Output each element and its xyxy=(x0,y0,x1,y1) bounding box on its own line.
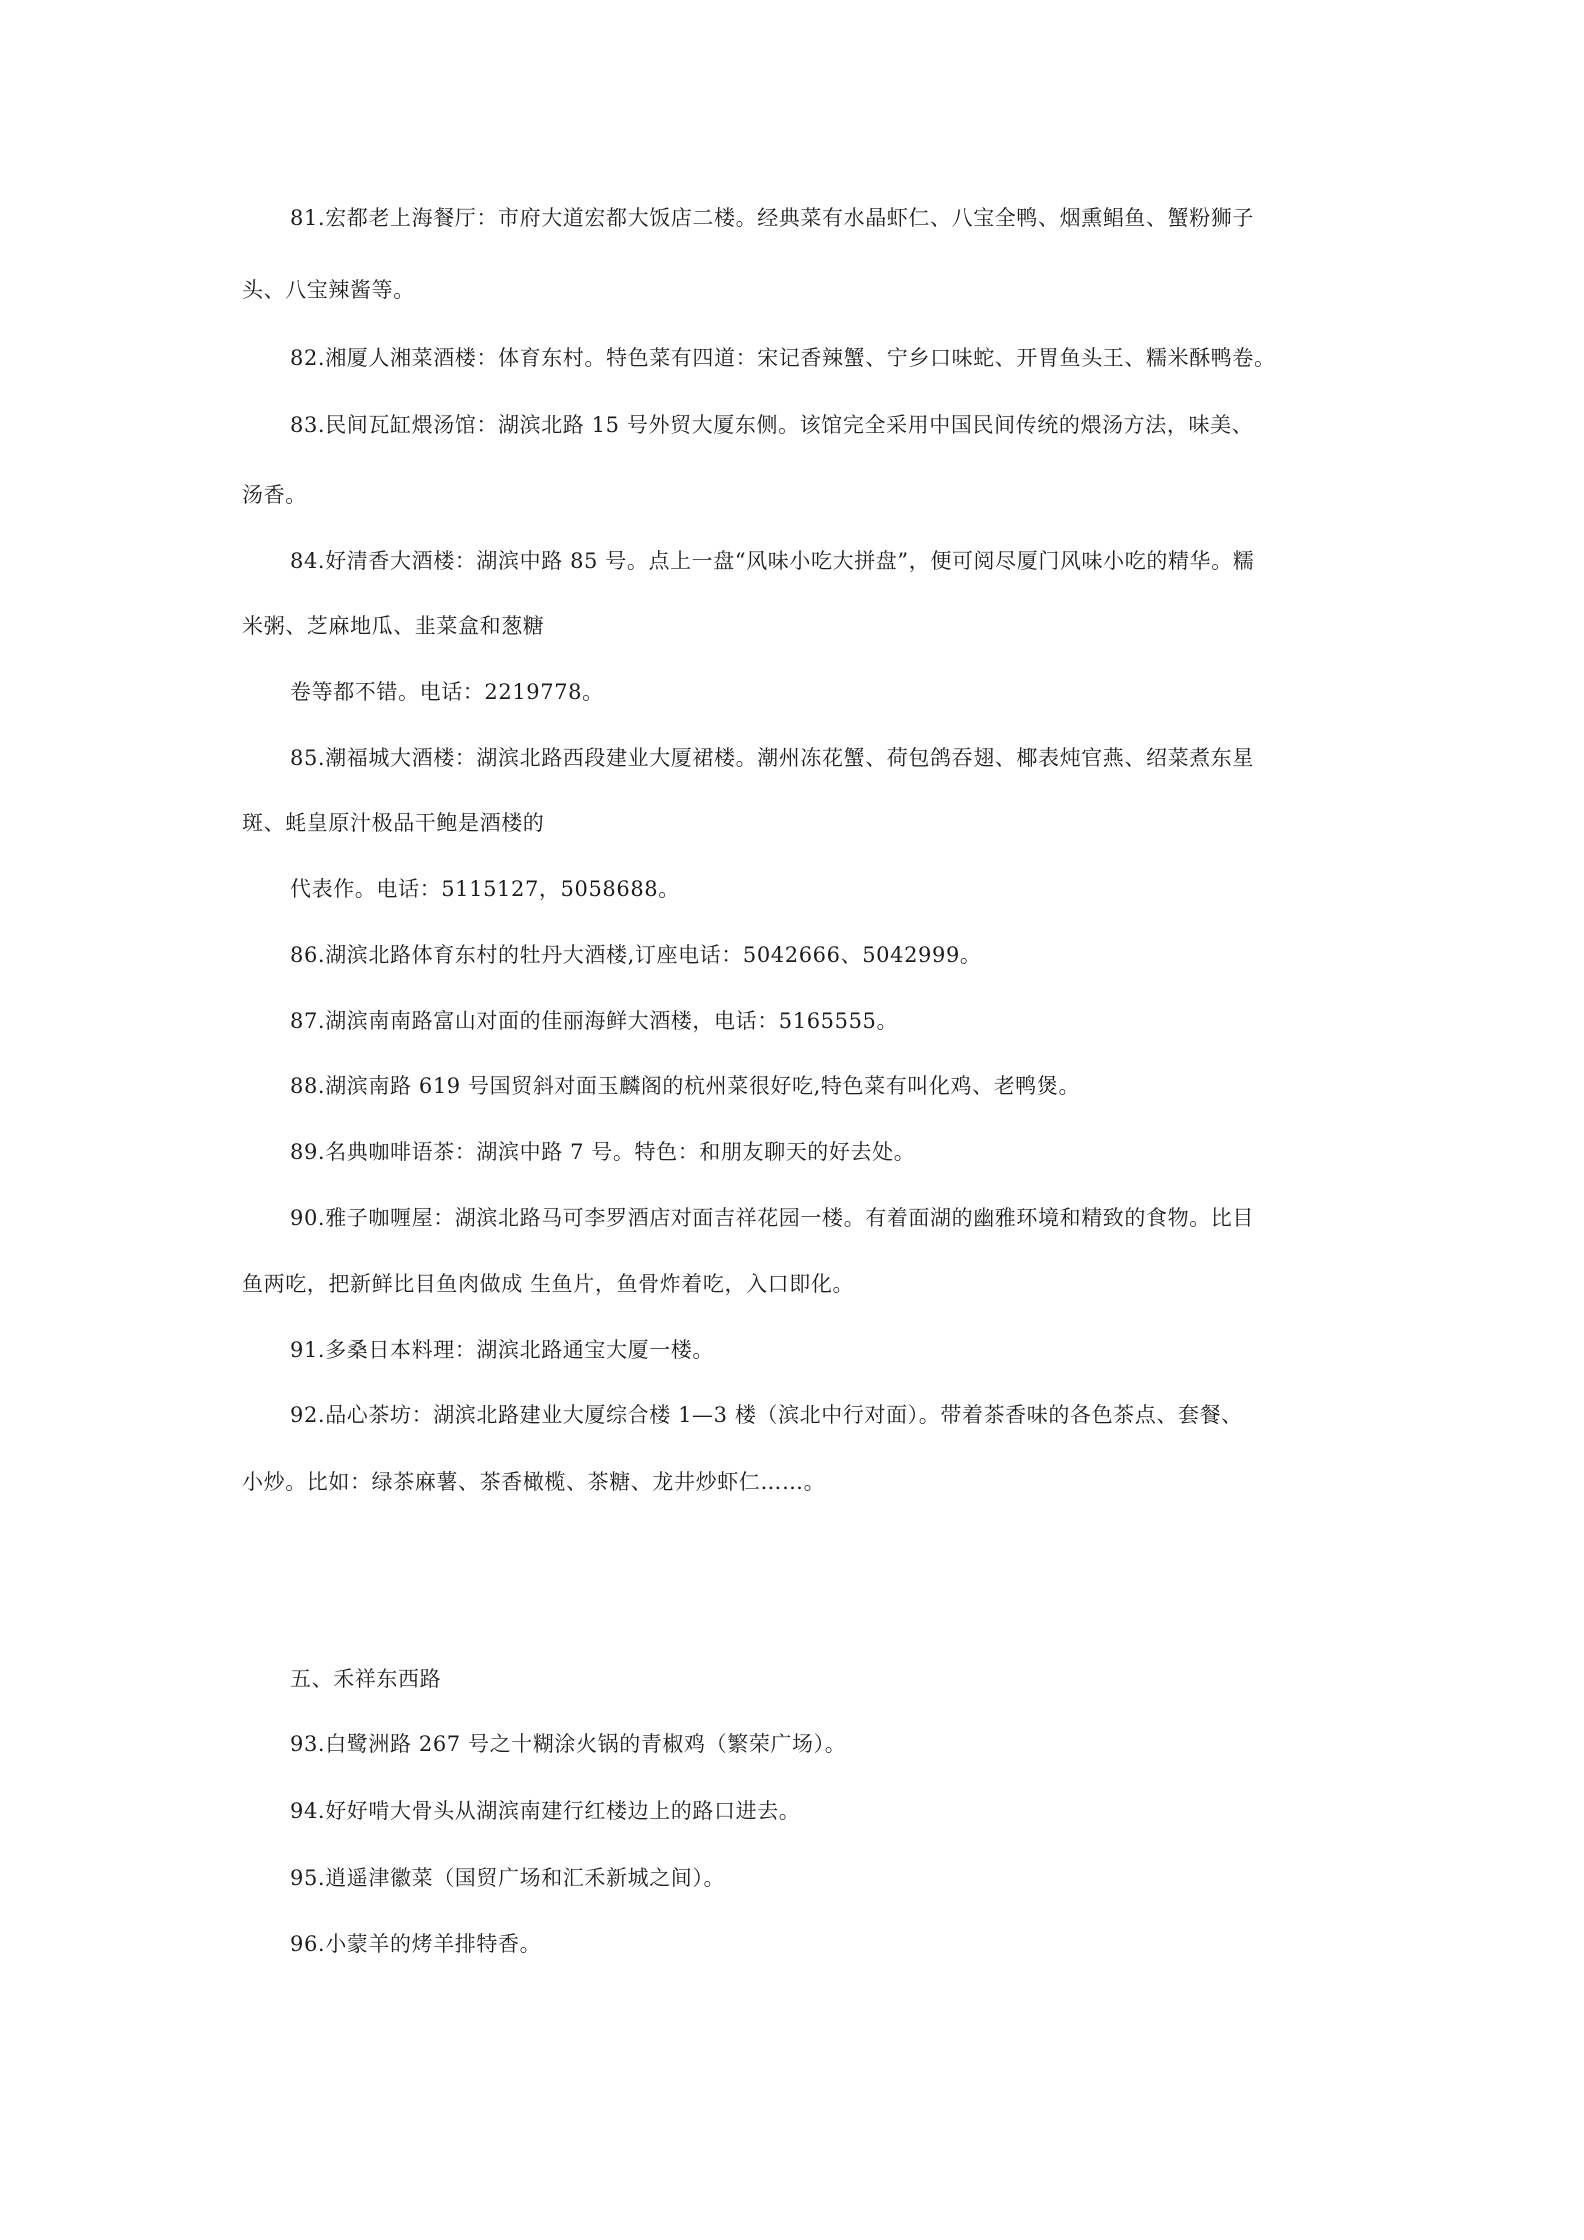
entry-94-line-1: 94.好好啃大骨头从湖滨南建行红楼边上的路口进去。 xyxy=(290,1799,801,1823)
entry-95-line-1: 95.逍遥津徽菜（国贸广场和汇禾新城之间）。 xyxy=(290,1866,726,1890)
entry-81-line-1: 81.宏都老上海餐厅：市府大道宏都大饭店二楼。经典菜有水晶虾仁、八宝全鸭、烟熏鲳鱼、蟹粉狮子 xyxy=(290,206,1254,230)
entry-85-line-3: 代表作。电话：5115127，5058688。 xyxy=(290,877,680,901)
entry-91-line-1: 91.多桑日本料理：湖滨北路通宝大厦一楼。 xyxy=(290,1338,714,1362)
entry-84-line-3: 卷等都不错。电话：2219778。 xyxy=(290,680,604,704)
entry-92-line-1: 92.品心茶坊：湖滨北路建业大厦综合楼 1—3 楼（滨北中行对面）。带着茶香味的各色茶点、套餐、 xyxy=(290,1403,1243,1427)
entry-87-line-1: 87.湖滨南南路富山对面的佳丽海鲜大酒楼，电话：5165555。 xyxy=(290,1009,899,1033)
section-heading: 五、禾祥东西路 xyxy=(290,1667,442,1691)
entry-92-line-2: 小炒。比如：绿茶麻薯、茶香橄榄、茶糖、龙井炒虾仁……。 xyxy=(242,1470,826,1494)
entry-82-line-1: 82.湘厦人湘菜酒楼：体育东村。特色菜有四道：宋记香辣蟹、宁乡口味蛇、开胃鱼头王、糯米酥鸭卷。 xyxy=(290,346,1276,370)
entry-85-line-1: 85.潮福城大酒楼：湖滨北路西段建业大厦裙楼。潮州冻花蟹、荷包鸽吞翅、椰表炖官燕、绍菜煮东星 xyxy=(290,746,1254,770)
entry-93-line-1: 93.白鹭洲路 267 号之十糊涂火锅的青椒鸡（繁荣广场）。 xyxy=(290,1732,847,1756)
entry-81-line-2: 头、八宝辣酱等。 xyxy=(242,278,415,302)
entry-86-line-1: 86.湖滨北路体育东村的牡丹大酒楼,订座电话：5042666、5042999。 xyxy=(290,943,982,967)
entry-96-line-1: 96.小蒙羊的烤羊排特香。 xyxy=(290,1932,542,1956)
entry-88-line-1: 88.湖滨南路 619 号国贸斜对面玉麟阁的杭州菜很好吃,特色菜有叫化鸡、老鸭煲。 xyxy=(290,1074,1081,1098)
entry-83-line-2: 汤香。 xyxy=(242,483,307,507)
entry-84-line-2: 米粥、芝麻地瓜、韭菜盒和葱糖 xyxy=(242,614,545,638)
entry-83-line-1: 83.民间瓦缸煨汤馆：湖滨北路 15 号外贸大厦东侧。该馆完全采用中国民间传统的煨汤方法，味美、 xyxy=(290,413,1254,437)
entry-89-line-1: 89.名典咖啡语茶：湖滨中路 7 号。特色：和朋友聊天的好去处。 xyxy=(290,1140,916,1164)
entry-85-line-2: 斑、蚝皇原汁极品干鲍是酒楼的 xyxy=(242,811,545,835)
entry-90-line-2: 鱼两吃，把新鲜比目鱼肉做成 生鱼片，鱼骨炸着吃，入口即化。 xyxy=(242,1272,855,1296)
entry-84-line-1: 84.好清香大酒楼：湖滨中路 85 号。点上一盘“风味小吃大拼盘”，便可阅尽厦门风味小吃的精华。糯 xyxy=(290,549,1255,573)
entry-90-line-1: 90.雅子咖喱屋：湖滨北路马可李罗酒店对面吉祥花园一楼。有着面湖的幽雅环境和精致的食物。比目 xyxy=(290,1206,1254,1230)
